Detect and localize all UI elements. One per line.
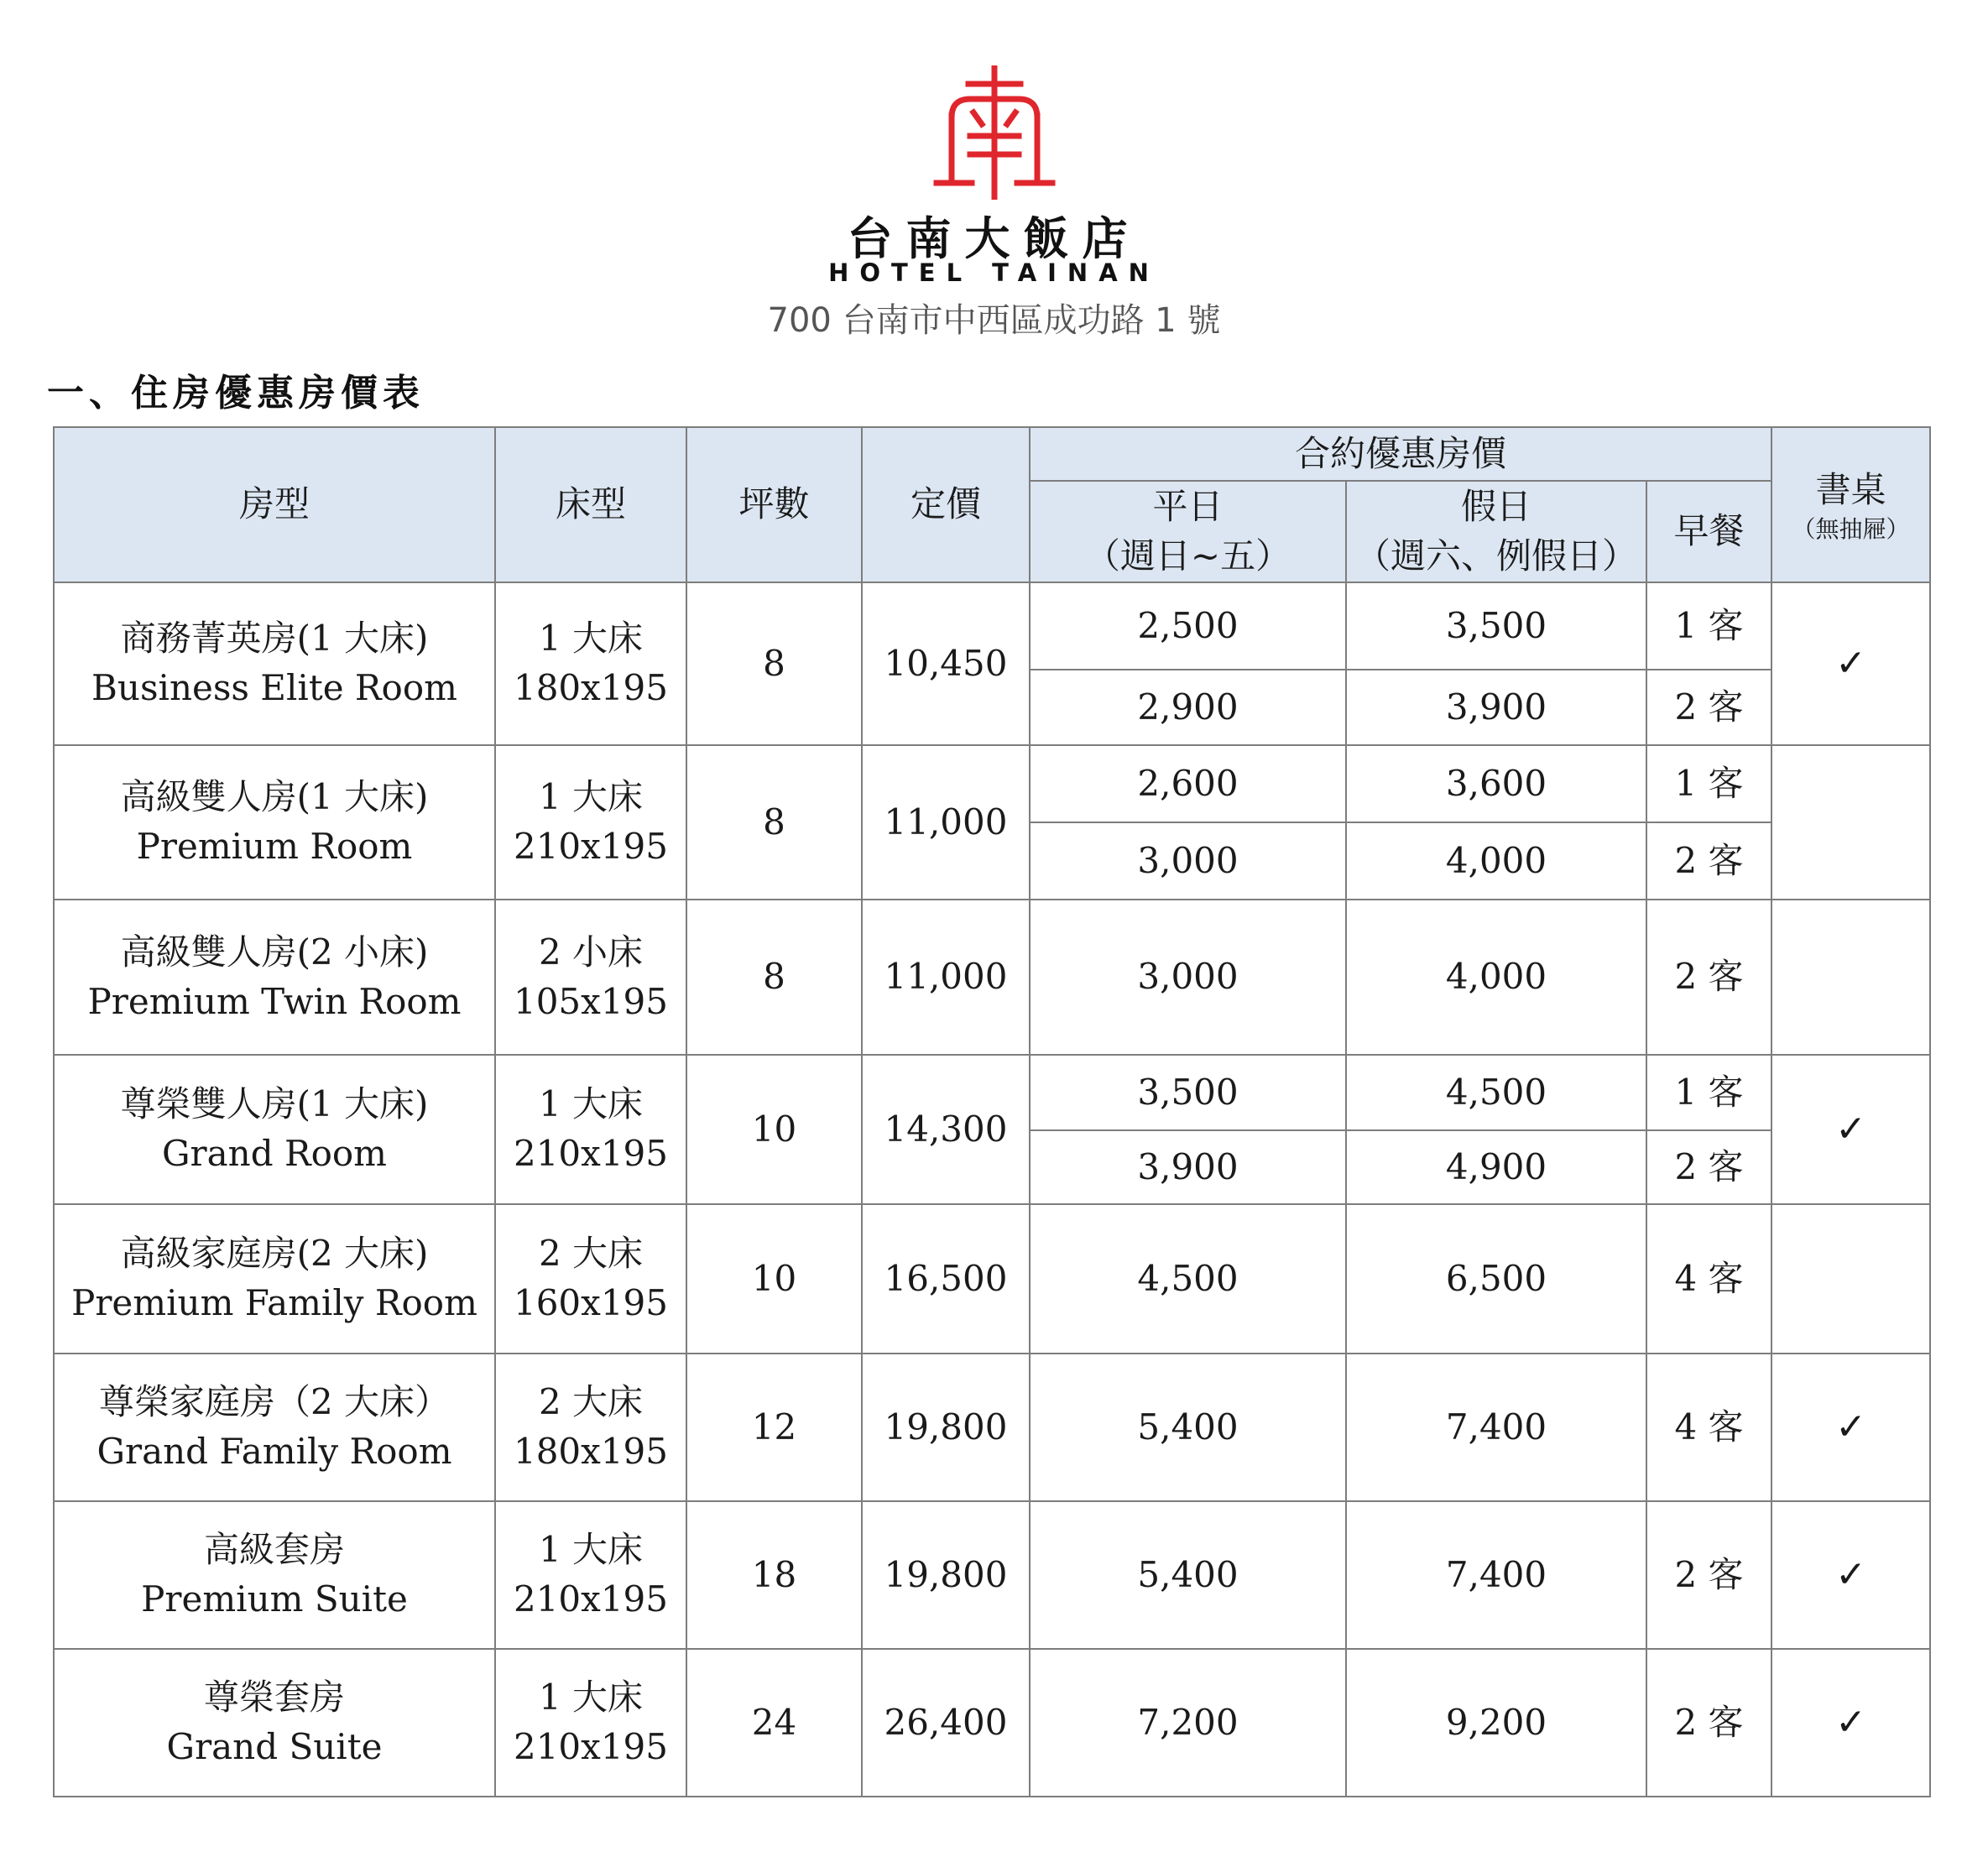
header-weekend-note: （週六、例假日）	[1354, 535, 1637, 576]
bed-type-cell	[495, 900, 686, 1055]
size-cell: 12	[686, 1354, 862, 1501]
room-rate-table	[53, 426, 1931, 1797]
bed-type-cell	[495, 1204, 686, 1354]
room-name-en: Grand Room	[162, 1133, 387, 1174]
table-row	[54, 900, 1930, 1055]
weekend-price-cell: 4,500	[1346, 1055, 1646, 1130]
table-row	[54, 1055, 1930, 1130]
breakfast-cell: 2 客	[1646, 1501, 1771, 1649]
weekend-price-cell: 7,400	[1346, 1501, 1646, 1649]
room-name-cell	[54, 1354, 495, 1501]
desk-cell	[1771, 1501, 1930, 1649]
breakfast-cell: 1 客	[1646, 745, 1771, 822]
room-name-zh: 尊榮雙人房(1 大床)	[120, 1083, 429, 1125]
header-list-price: 定價	[862, 427, 1030, 582]
list-price-cell: 16,500	[862, 1204, 1030, 1354]
bed-dimensions: 160x195	[513, 1282, 669, 1323]
weekday-price-cell: 3,000	[1030, 822, 1346, 900]
list-price-cell: 19,800	[862, 1501, 1030, 1649]
room-name-cell	[54, 1501, 495, 1649]
table-row	[54, 1501, 1930, 1649]
room-name-cell	[54, 582, 495, 745]
list-price-cell: 11,000	[862, 745, 1030, 900]
desk-cell	[1771, 1649, 1930, 1797]
size-cell: 18	[686, 1501, 862, 1649]
bed-type-cell	[495, 1055, 686, 1204]
desk-cell	[1771, 582, 1930, 745]
checkmark-icon: ✓	[1835, 1553, 1866, 1597]
bed-type: 1 大床	[538, 776, 644, 818]
room-name-en: Grand Family Room	[97, 1431, 452, 1472]
room-name-en: Premium Twin Room	[87, 980, 462, 1022]
hotel-name-zh: 台南大飯店	[847, 212, 1141, 265]
breakfast-cell: 2 客	[1646, 1649, 1771, 1797]
bed-type: 2 大床	[538, 1381, 644, 1423]
desk-cell	[1771, 1204, 1930, 1354]
header-desk	[1771, 427, 1930, 582]
weekend-price-cell: 6,500	[1346, 1204, 1646, 1354]
breakfast-cell: 2 客	[1646, 822, 1771, 900]
weekday-price-cell: 7,200	[1030, 1649, 1346, 1797]
room-name-en: Grand Suite	[166, 1726, 383, 1767]
weekday-price-cell: 2,900	[1030, 670, 1346, 745]
bed-dimensions: 180x195	[513, 1431, 669, 1472]
weekday-price-cell: 3,000	[1030, 900, 1346, 1055]
desk-cell	[1771, 1354, 1930, 1501]
list-price-cell: 14,300	[862, 1055, 1030, 1204]
breakfast-cell: 1 客	[1646, 582, 1771, 670]
weekend-price-cell: 9,200	[1346, 1649, 1646, 1797]
bed-type: 1 大床	[538, 1677, 644, 1719]
room-name-cell	[54, 900, 495, 1055]
header-weekday-label: 平日	[1152, 485, 1224, 527]
header-weekend-label: 假日	[1460, 485, 1531, 527]
checkmark-icon: ✓	[1835, 1108, 1866, 1151]
hotel-address: 700 台南市中西區成功路 1 號	[767, 301, 1221, 340]
header-contract-price: 合約優惠房價	[1030, 427, 1771, 481]
weekend-price-cell: 4,000	[1346, 900, 1646, 1055]
hotel-name-en: HOTEL TAINAN	[828, 258, 1160, 287]
bed-dimensions: 180x195	[513, 667, 669, 708]
weekend-price-cell: 4,000	[1346, 822, 1646, 900]
header-room-type: 房型	[54, 427, 495, 582]
breakfast-cell: 2 客	[1646, 900, 1771, 1055]
list-price-cell: 26,400	[862, 1649, 1030, 1797]
weekday-price-cell: 3,900	[1030, 1130, 1346, 1204]
checkmark-icon: ✓	[1835, 1701, 1866, 1745]
room-name-cell	[54, 1649, 495, 1797]
bed-type-cell	[495, 1649, 686, 1797]
bed-type-cell	[495, 745, 686, 900]
checkmark-icon: ✓	[1835, 1406, 1866, 1449]
bed-type-cell	[495, 1354, 686, 1501]
weekday-price-cell: 4,500	[1030, 1204, 1346, 1354]
bed-dimensions: 210x195	[513, 826, 669, 867]
table-row	[54, 1649, 1930, 1797]
size-cell: 10	[686, 1055, 862, 1204]
bed-type: 2 小床	[538, 931, 644, 973]
bed-dimensions: 210x195	[513, 1578, 669, 1620]
room-name-zh: 商務菁英房(1 大床)	[120, 618, 429, 660]
bed-dimensions: 210x195	[513, 1726, 669, 1767]
header-desk-label: 書桌	[1815, 469, 1886, 511]
header-desk-note: （無抽屜）	[1792, 515, 1910, 544]
breakfast-cell: 4 客	[1646, 1354, 1771, 1501]
room-name-en: Premium Suite	[141, 1578, 408, 1620]
breakfast-cell: 2 客	[1646, 670, 1771, 745]
breakfast-cell: 4 客	[1646, 1204, 1771, 1354]
table-row	[54, 1204, 1930, 1354]
bed-type-cell	[495, 1501, 686, 1649]
desk-cell	[1771, 745, 1930, 900]
bed-dimensions: 210x195	[513, 1133, 669, 1174]
weekday-price-cell: 3,500	[1030, 1055, 1346, 1130]
header-weekend	[1346, 481, 1646, 582]
size-cell: 8	[686, 582, 862, 745]
room-name-zh: 高級雙人房(1 大床)	[120, 776, 429, 818]
room-name-cell	[54, 1055, 495, 1204]
bed-dimensions: 105x195	[513, 980, 669, 1022]
bed-type: 1 大床	[538, 1529, 644, 1571]
list-price-cell: 19,800	[862, 1354, 1030, 1501]
desk-cell	[1771, 900, 1930, 1055]
breakfast-cell: 1 客	[1646, 1055, 1771, 1130]
header-bed-type: 床型	[495, 427, 686, 582]
weekend-price-cell: 7,400	[1346, 1354, 1646, 1501]
table-row	[54, 582, 1930, 670]
section-title: 一、住房優惠房價表	[47, 372, 425, 415]
room-name-en: Premium Room	[136, 826, 413, 867]
weekend-price-cell: 4,900	[1346, 1130, 1646, 1204]
list-price-cell: 10,450	[862, 582, 1030, 745]
header-weekday	[1030, 481, 1346, 582]
room-name-zh: 高級家庭房(2 大床)	[120, 1233, 429, 1275]
desk-cell	[1771, 1055, 1930, 1204]
bed-type-cell	[495, 582, 686, 745]
weekend-price-cell: 3,900	[1346, 670, 1646, 745]
hotel-logo-icon	[933, 65, 1056, 200]
room-name-en: Business Elite Room	[91, 667, 457, 708]
room-name-en: Premium Family Room	[71, 1282, 477, 1323]
weekend-price-cell: 3,500	[1346, 582, 1646, 670]
weekend-price-cell: 3,600	[1346, 745, 1646, 822]
room-name-zh: 高級雙人房(2 小床)	[120, 931, 429, 973]
table-row	[54, 745, 1930, 822]
size-cell: 8	[686, 900, 862, 1055]
header-size: 坪數	[686, 427, 862, 582]
checkmark-icon: ✓	[1835, 642, 1866, 686]
size-cell: 10	[686, 1204, 862, 1354]
bed-type: 2 大床	[538, 1233, 644, 1275]
bed-type: 1 大床	[538, 1083, 644, 1125]
bed-type: 1 大床	[538, 618, 644, 660]
weekday-price-cell: 2,500	[1030, 582, 1346, 670]
breakfast-cell: 2 客	[1646, 1130, 1771, 1204]
room-name-zh: 尊榮套房	[203, 1677, 345, 1719]
size-cell: 8	[686, 745, 862, 900]
weekday-price-cell: 5,400	[1030, 1354, 1346, 1501]
header-weekday-note: （週日~五）	[1084, 535, 1291, 576]
size-cell: 24	[686, 1649, 862, 1797]
room-name-cell	[54, 1204, 495, 1354]
list-price-cell: 11,000	[862, 900, 1030, 1055]
room-name-zh: 尊榮家庭房（2 大床）	[98, 1381, 451, 1423]
weekday-price-cell: 5,400	[1030, 1501, 1346, 1649]
weekday-price-cell: 2,600	[1030, 745, 1346, 822]
room-name-cell	[54, 745, 495, 900]
header-breakfast: 早餐	[1646, 481, 1771, 582]
table-row	[54, 1354, 1930, 1501]
room-name-zh: 高級套房	[203, 1529, 345, 1571]
